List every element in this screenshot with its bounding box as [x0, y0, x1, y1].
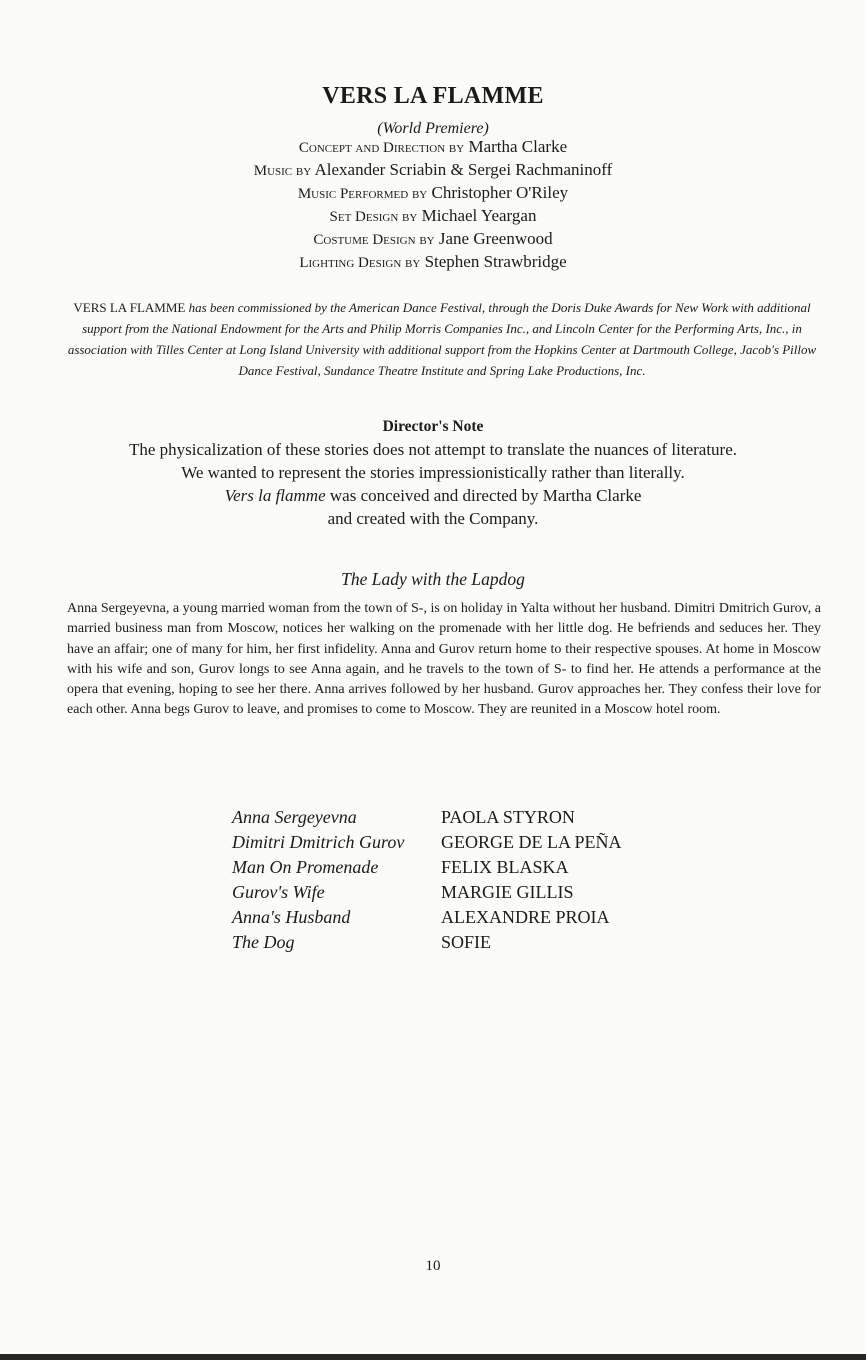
- cast-performer: GEORGE DE LA PEÑA: [441, 832, 622, 852]
- cast-role: Man On Promenade: [232, 857, 379, 877]
- credit-label: Costume Design by: [313, 232, 435, 248]
- credit-label: Lighting Design by: [299, 255, 421, 271]
- cast-row: [232, 905, 692, 930]
- credit-line: [0, 229, 866, 249]
- credit-name: Martha Clarke: [468, 137, 568, 156]
- directors-note-line: We wanted to represent the stories impressionistically rather than literally.: [181, 463, 685, 482]
- commission-text: has been commissioned by the American Dance Festival, through the Doris Duke Awards for New Work with additional support from the National Endowment for the Arts and Philip Morris Companies Inc., and Lincoln Center for the Performing Arts, Inc., in association with Tilles Center at Long Island University with additional support from the Hopkins Center at Dartmouth College, Jacob's Pillow Dance Festival, Sundance Theatre Institute and Spring Lake Productions, Inc.: [67, 300, 817, 378]
- commission-paragraph: [60, 297, 824, 381]
- story-title: The Lady with the Lapdog: [341, 569, 525, 589]
- page-bottom-edge: [0, 1354, 866, 1360]
- cast-row: [232, 880, 692, 905]
- directors-note-line: and created with the Company.: [327, 509, 539, 528]
- cast-role: Anna's Husband: [232, 907, 351, 927]
- directors-note-heading: Director's Note: [382, 418, 484, 435]
- story-synopsis: Anna Sergeyevna, a young married woman from the town of S-, is on holiday in Yalta without her husband. Dimitri Dmitrich Gurov, a married business man from Moscow, notices her walking on the promenade with her little dog. He befriends and seduces her. They have an affair; one of many for him, her first infidelity. Anna and Gurov return home to their respective spouses. At home in Moscow with his wife and son, Gurov longs to see Anna again, and he travels to the town of S- to find her. He attends a performance at the opera that evening, hoping to see her there. Anna arrives followed by her husband. Gurov approaches her. They confess their love for each other. Anna begs Gurov to leave, and promises to come to Moscow. They are reunited in a Moscow hotel room.: [67, 601, 821, 718]
- cast-performer: FELIX BLASKA: [441, 857, 569, 877]
- cast-row: [232, 805, 692, 830]
- credit-label: Music by: [253, 163, 312, 179]
- credit-line: [0, 137, 866, 157]
- cast-role: The Dog: [232, 932, 295, 952]
- cast-role: Dimitri Dmitrich Gurov: [232, 832, 405, 852]
- cast-row: [232, 930, 692, 955]
- credit-line: [0, 160, 866, 180]
- cast-list: [232, 805, 692, 955]
- piece-title: VERS LA FLAMME: [322, 83, 544, 109]
- cast-performer: ALEXANDRE PROIA: [441, 907, 610, 927]
- page-number: 10: [425, 1258, 441, 1274]
- credit-name: Alexander Scriabin & Sergei Rachmaninoff: [314, 160, 613, 179]
- cast-performer: MARGIE GILLIS: [441, 882, 574, 902]
- cast-performer: SOFIE: [441, 932, 492, 952]
- credit-line: [0, 252, 866, 272]
- directors-note-text: was conceived and directed by Martha Clarke: [325, 486, 642, 505]
- directors-note-line: The physicalization of these stories does not attempt to translate the nuances of literature.: [128, 440, 738, 459]
- credit-name: Christopher O'Riley: [431, 183, 569, 202]
- credit-name: Jane Greenwood: [438, 229, 553, 248]
- commission-work-name: VERS LA FLAMME: [73, 300, 186, 315]
- credit-line: [0, 183, 866, 203]
- credit-label: Concept and Direction by: [298, 140, 465, 156]
- credit-line: [0, 206, 866, 226]
- premiere-subtitle: (World Premiere): [377, 120, 489, 137]
- cast-role: Anna Sergeyevna: [232, 807, 357, 827]
- credit-label: Set Design by: [329, 209, 418, 225]
- cast-role: Gurov's Wife: [232, 882, 325, 902]
- directors-note-work-title: Vers la flamme: [224, 486, 326, 505]
- credit-label: Music Performed by: [297, 186, 428, 202]
- cast-row: [232, 830, 692, 855]
- credit-name: Stephen Strawbridge: [424, 252, 567, 271]
- cast-performer: PAOLA STYRON: [441, 807, 575, 827]
- directors-note-line: [0, 486, 866, 506]
- cast-row: [232, 855, 692, 880]
- credit-name: Michael Yeargan: [421, 206, 537, 225]
